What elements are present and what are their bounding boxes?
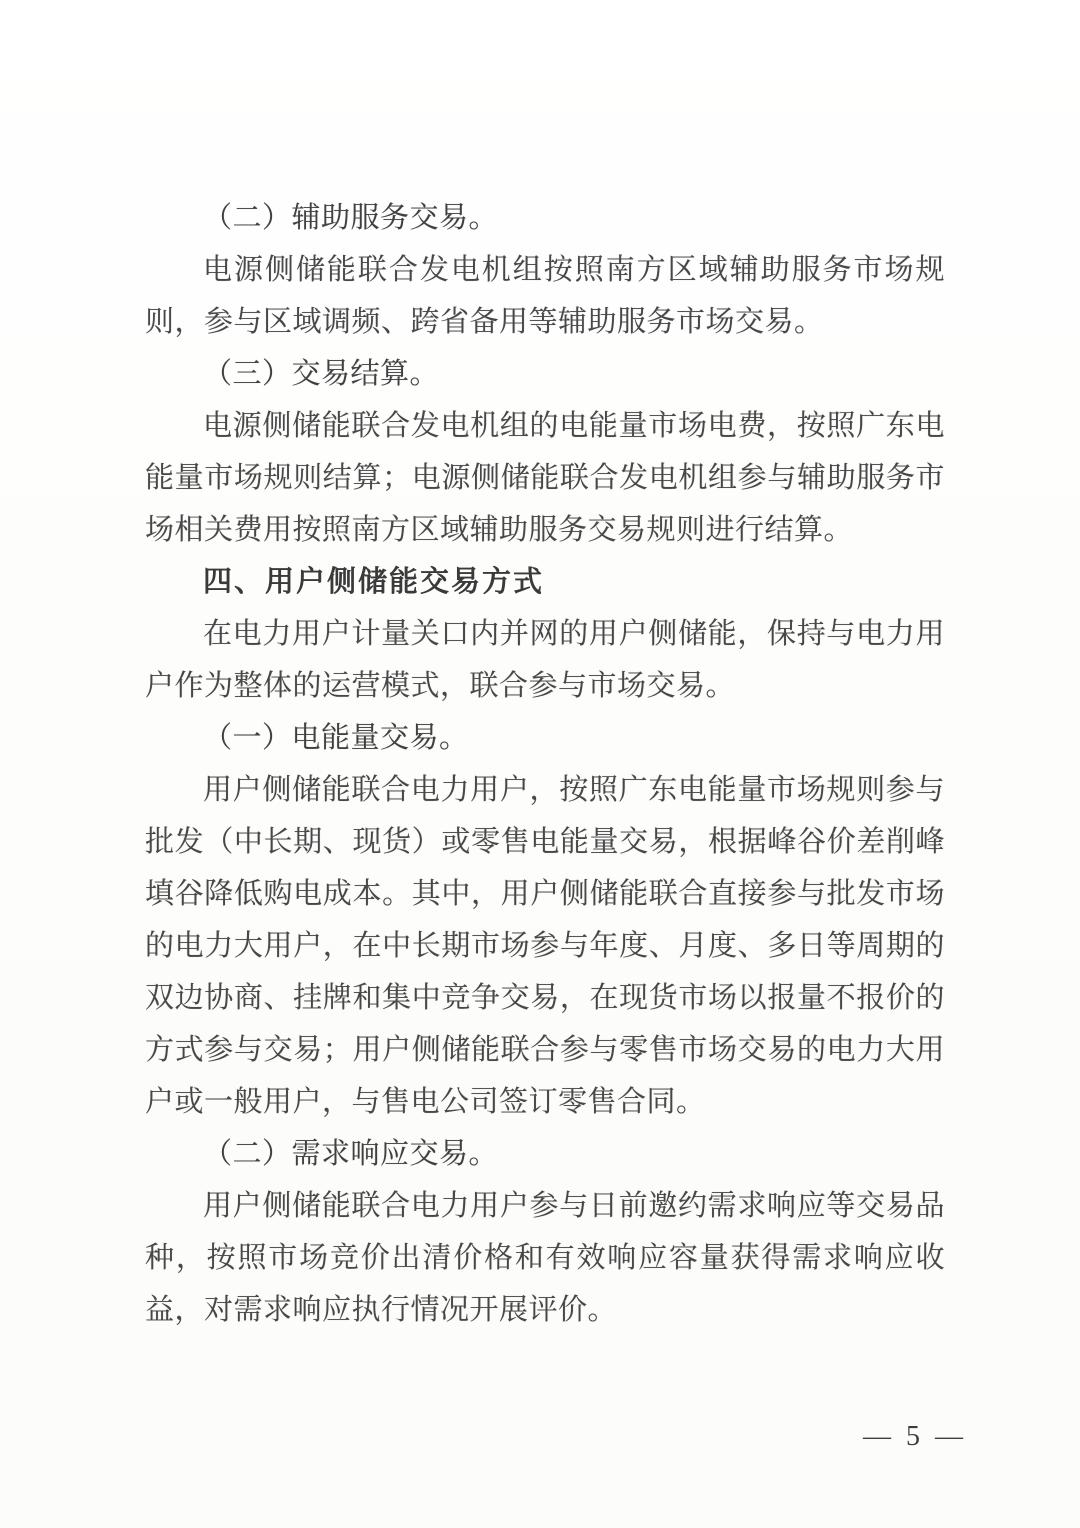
subsection-heading-demand-response: （二）需求响应交易。 xyxy=(203,1138,499,1170)
page-footer xyxy=(0,1415,1080,1465)
subsection-heading-auxiliary-services: （二）辅助服务交易。 xyxy=(203,202,499,234)
paragraph-energy-trading: 用户侧储能联合电力用户，按照广东电能量市场规则参与批发（中长期、现货）或零售电能量交易，根据峰谷价差削峰填谷降低购电成本。其中，用户侧储能联合直接参与批发市场的电力大用户，在中长期市场参与年度、月度、多日等周期的双边协商、挂牌和集中竞争交易，在现货市场以报量不报价的方式参与交易；用户侧储能联合参与零售市场交易的电力大用户或一般用户，与售电公司签订零售合同。 xyxy=(145,774,945,1118)
section-heading-user-side-storage: 四、用户侧储能交易方式 xyxy=(203,566,545,598)
paragraph-user-side-storage-intro: 在电力用户计量关口内并网的用户侧储能，保持与电力用户作为整体的运营模式，联合参与市场交易。 xyxy=(145,618,945,702)
subsection-heading-energy-trading: （一）电能量交易。 xyxy=(203,722,469,754)
document-body xyxy=(145,192,945,1336)
paragraph-demand-response: 用户侧储能联合电力用户参与日前邀约需求响应等交易品种，按照市场竞价出清价格和有效响应容量获得需求响应收益，对需求响应执行情况开展评价。 xyxy=(145,1190,945,1326)
subsection-heading-trade-settlement: （三）交易结算。 xyxy=(203,358,440,390)
paragraph-trade-settlement: 电源侧储能联合发电机组的电能量市场电费，按照广东电能量市场规则结算；电源侧储能联合发电机组参与辅助服务市场相关费用按照南方区域辅助服务交易规则进行结算。 xyxy=(145,410,945,546)
page-number: — 5 — xyxy=(863,1421,967,1452)
paragraph-auxiliary-services: 电源侧储能联合发电机组按照南方区域辅助服务市场规则，参与区域调频、跨省备用等辅助服务市场交易。 xyxy=(145,254,945,338)
